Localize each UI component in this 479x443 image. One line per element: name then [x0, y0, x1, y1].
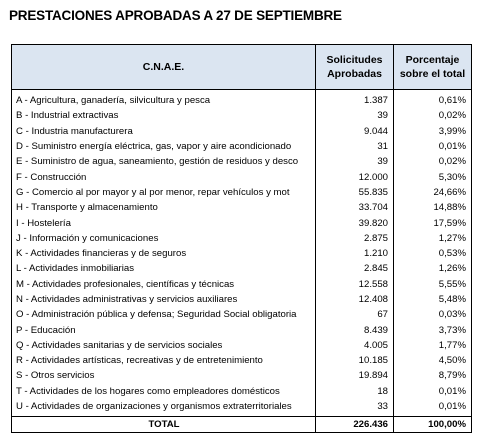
table-row [12, 215, 472, 230]
table-row [12, 90, 472, 109]
row-solicitudes: 55.835 [316, 185, 394, 200]
header-solicitudes-line1: Solicitudes [326, 54, 383, 66]
row-label: R - Actividades artísticas, recreativas y de entretenimiento [12, 353, 316, 368]
row-solicitudes: 12.408 [316, 292, 394, 307]
row-label: B - Industrial extractivas [12, 108, 316, 123]
row-label: P - Educación [12, 322, 316, 337]
table-row [12, 154, 472, 169]
table-row [12, 368, 472, 383]
table-row [12, 124, 472, 139]
table-row [12, 307, 472, 322]
row-porcentaje: 1,27% [394, 231, 472, 246]
total-label: TOTAL [12, 417, 316, 433]
row-label: O - Administración pública y defensa; Seguridad Social obligatoria [12, 307, 316, 322]
row-label: F - Construcción [12, 169, 316, 184]
table-row [12, 261, 472, 276]
table-row [12, 292, 472, 307]
row-solicitudes: 1.387 [316, 90, 394, 109]
row-label: J - Información y comunicaciones [12, 231, 316, 246]
row-solicitudes: 33.704 [316, 200, 394, 215]
row-solicitudes: 12.558 [316, 277, 394, 292]
row-solicitudes: 18 [316, 384, 394, 399]
row-solicitudes: 2.875 [316, 231, 394, 246]
row-solicitudes: 12.000 [316, 169, 394, 184]
row-label: I - Hostelería [12, 215, 316, 230]
row-label: N - Actividades administrativas y servicios auxiliares [12, 292, 316, 307]
table-row [12, 384, 472, 399]
row-porcentaje: 0,02% [394, 108, 472, 123]
row-porcentaje: 5,30% [394, 169, 472, 184]
table-row [12, 185, 472, 200]
header-cnae: C.N.A.E. [12, 45, 316, 90]
row-porcentaje: 24,66% [394, 185, 472, 200]
row-solicitudes: 8.439 [316, 322, 394, 337]
row-porcentaje: 17,59% [394, 215, 472, 230]
row-solicitudes: 31 [316, 139, 394, 154]
table-row [12, 277, 472, 292]
row-label: E - Suministro de agua, saneamiento, gestión de residuos y desco [12, 154, 316, 169]
row-porcentaje: 5,55% [394, 277, 472, 292]
row-solicitudes: 67 [316, 307, 394, 322]
row-porcentaje: 0,53% [394, 246, 472, 261]
table-row [12, 231, 472, 246]
row-solicitudes: 4.005 [316, 338, 394, 353]
row-porcentaje: 0,03% [394, 307, 472, 322]
table-body [12, 90, 472, 433]
row-porcentaje: 4,50% [394, 353, 472, 368]
row-solicitudes: 9.044 [316, 124, 394, 139]
row-porcentaje: 1,26% [394, 261, 472, 276]
header-solicitudes [316, 45, 394, 90]
table-row [12, 399, 472, 417]
row-porcentaje: 0,02% [394, 154, 472, 169]
header-solicitudes-line2: Aprobadas [327, 68, 382, 80]
row-solicitudes: 1.210 [316, 246, 394, 261]
row-porcentaje: 5,48% [394, 292, 472, 307]
table-row [12, 108, 472, 123]
row-label: U - Actividades de organizaciones y organismos extraterritoriales [12, 399, 316, 417]
row-porcentaje: 0,61% [394, 90, 472, 109]
row-solicitudes: 39.820 [316, 215, 394, 230]
table-row [12, 246, 472, 261]
table-row [12, 338, 472, 353]
row-label: A - Agricultura, ganadería, silvicultura y pesca [12, 90, 316, 109]
table-row [12, 322, 472, 337]
row-label: T - Actividades de los hogares como empleadores domésticos [12, 384, 316, 399]
row-solicitudes: 33 [316, 399, 394, 417]
row-label: M - Actividades profesionales, científicas y técnicas [12, 277, 316, 292]
row-porcentaje: 0,01% [394, 399, 472, 417]
table-row [12, 169, 472, 184]
total-porcentaje: 100,00% [394, 417, 472, 433]
row-solicitudes: 2.845 [316, 261, 394, 276]
total-row [12, 417, 472, 433]
row-label: G - Comercio al por mayor y al por menor, repar vehículos y mot [12, 185, 316, 200]
row-porcentaje: 8,79% [394, 368, 472, 383]
header-porcentaje-line1: Porcentaje [405, 54, 460, 66]
header-porcentaje [394, 45, 472, 90]
row-label: K - Actividades financieras y de seguros [12, 246, 316, 261]
row-label: H - Transporte y almacenamiento [12, 200, 316, 215]
row-porcentaje: 0,01% [394, 139, 472, 154]
table-row [12, 139, 472, 154]
row-solicitudes: 19.894 [316, 368, 394, 383]
header-porcentaje-line2: sobre el total [399, 68, 466, 80]
row-label: Q - Actividades sanitarias y de servicios sociales [12, 338, 316, 353]
row-label: C - Industria manufacturera [12, 124, 316, 139]
row-label: S - Otros servicios [12, 368, 316, 383]
table-header-row [12, 45, 472, 90]
page-title: PRESTACIONES APROBADAS A 27 DE SEPTIEMBRE [9, 8, 342, 23]
row-porcentaje: 0,01% [394, 384, 472, 399]
total-solicitudes: 226.436 [316, 417, 394, 433]
row-porcentaje: 3,99% [394, 124, 472, 139]
row-porcentaje: 3,73% [394, 322, 472, 337]
prestaciones-table [11, 44, 472, 433]
row-label: D - Suministro energía eléctrica, gas, vapor y aire acondicionado [12, 139, 316, 154]
table-row [12, 353, 472, 368]
table-row [12, 200, 472, 215]
row-porcentaje: 14,88% [394, 200, 472, 215]
row-solicitudes: 39 [316, 108, 394, 123]
row-porcentaje: 1,77% [394, 338, 472, 353]
row-solicitudes: 10.185 [316, 353, 394, 368]
row-solicitudes: 39 [316, 154, 394, 169]
row-label: L - Actividades inmobiliarias [12, 261, 316, 276]
